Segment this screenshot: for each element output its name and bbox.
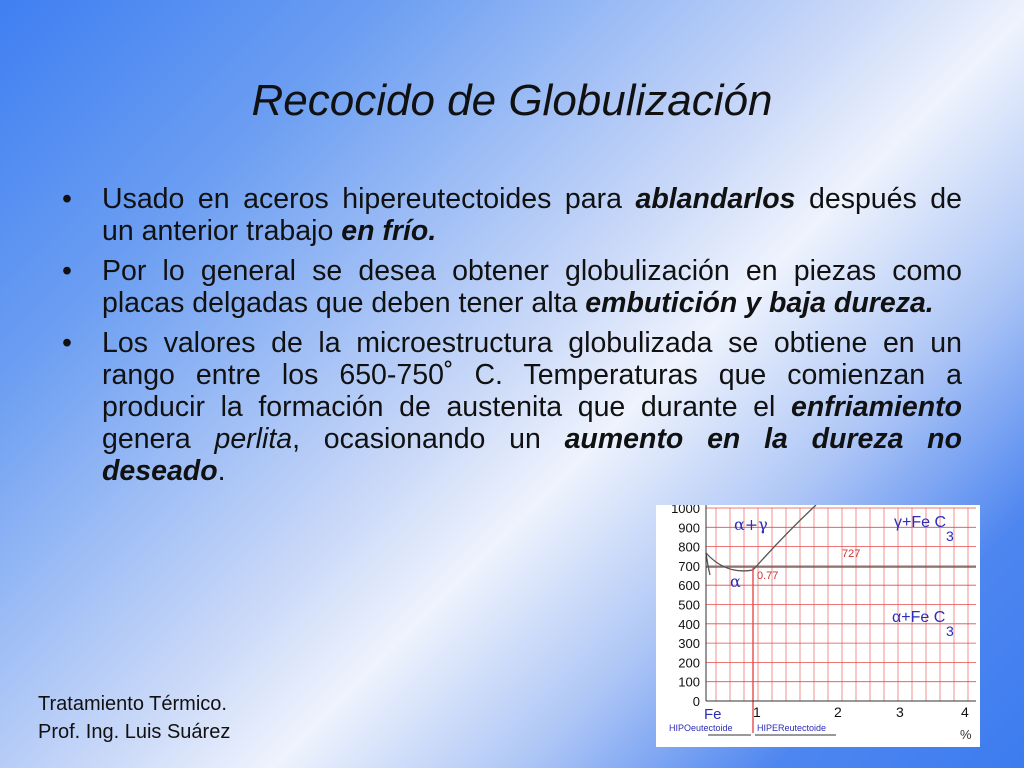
diagram-grid <box>706 508 976 701</box>
label-percent: % <box>960 727 972 742</box>
label-gamma-fe3c: γ+Fe C <box>894 514 947 531</box>
bullet-item <box>62 327 962 487</box>
label-727: 727 <box>842 548 861 560</box>
text-run: , ocasionando un <box>292 423 565 455</box>
bullet-text <box>102 327 962 487</box>
x-tick-label: Fe <box>704 706 722 723</box>
emphasis-text: ablandarlos <box>635 183 796 215</box>
bullet-item <box>62 183 962 247</box>
y-axis-ticks <box>671 505 700 709</box>
y-tick-label: 300 <box>678 636 700 652</box>
emphasis-text: aumento en la dureza no deseado <box>102 423 962 487</box>
x-tick-label: 2 <box>834 704 842 720</box>
y-tick-label: 600 <box>678 578 700 594</box>
label-alpha-fe3c-subscript: 3 <box>946 623 954 639</box>
slide-title: Recocido de Globulización <box>251 76 773 125</box>
y-tick-label: 800 <box>678 539 700 555</box>
y-tick-label: 500 <box>678 597 700 613</box>
footer-course: Tratamiento Térmico. <box>38 693 227 715</box>
emphasis-text: enfriamiento <box>790 391 962 423</box>
bullet-item <box>62 255 962 319</box>
y-tick-label: 400 <box>678 616 700 632</box>
label-hipereutectoide: HIPEReutectoide <box>757 723 827 733</box>
emphasis-text: embutición y baja dureza. <box>585 287 934 319</box>
y-tick-label: 200 <box>678 655 700 671</box>
y-tick-label: 0 <box>692 694 700 709</box>
bullet-list <box>62 183 962 495</box>
bullet-symbol: • <box>62 183 72 215</box>
label-gamma-fe3c-subscript: 3 <box>946 528 954 544</box>
a3-line <box>706 553 753 571</box>
footer-author: Prof. Ing. Luis Suárez <box>38 721 231 743</box>
label-alpha-fe3c: α+Fe C <box>892 609 946 626</box>
bullet-text <box>102 183 962 247</box>
text-run: genera <box>102 423 215 455</box>
phase-diagram-svg <box>656 505 980 747</box>
label-alpha-gamma: α+γ <box>734 515 768 534</box>
x-tick-label: 3 <box>896 704 904 720</box>
y-tick-label: 1000 <box>671 505 700 516</box>
text-run: . <box>217 455 226 487</box>
x-tick-label: 1 <box>753 704 761 720</box>
bullet-symbol: • <box>62 255 72 287</box>
text-run: Usado en aceros hipereutectoides para <box>102 183 636 215</box>
footer <box>38 690 230 746</box>
y-tick-label: 700 <box>678 558 700 574</box>
fe-c-phase-diagram <box>656 505 980 747</box>
x-tick-label: 4 <box>961 704 969 720</box>
bullet-text <box>102 255 962 319</box>
text-run: Por lo general se desea obtener globulización en piezas como placas delgadas que deben tener alta <box>102 255 962 319</box>
y-tick-label: 100 <box>678 674 700 690</box>
text-run: después de un anterior trabajo <box>102 183 962 247</box>
label-alpha: α <box>730 572 741 591</box>
bullet-symbol: • <box>62 327 72 359</box>
emphasis-text: en frío. <box>341 215 437 247</box>
label-hipoeutectoide: HIPOeutectoide <box>669 723 733 733</box>
text-run: Los valores de la microestructura globulizada se obtiene en un rango entre los 650-750˚ C. Temperaturas que comienzan a producir la formación de austenita que durante el <box>102 327 962 423</box>
y-tick-label: 900 <box>678 520 700 536</box>
emphasis-text: perlita <box>214 423 293 455</box>
label-077: 0.77 <box>757 570 779 582</box>
x-axis-ticks <box>704 704 969 723</box>
